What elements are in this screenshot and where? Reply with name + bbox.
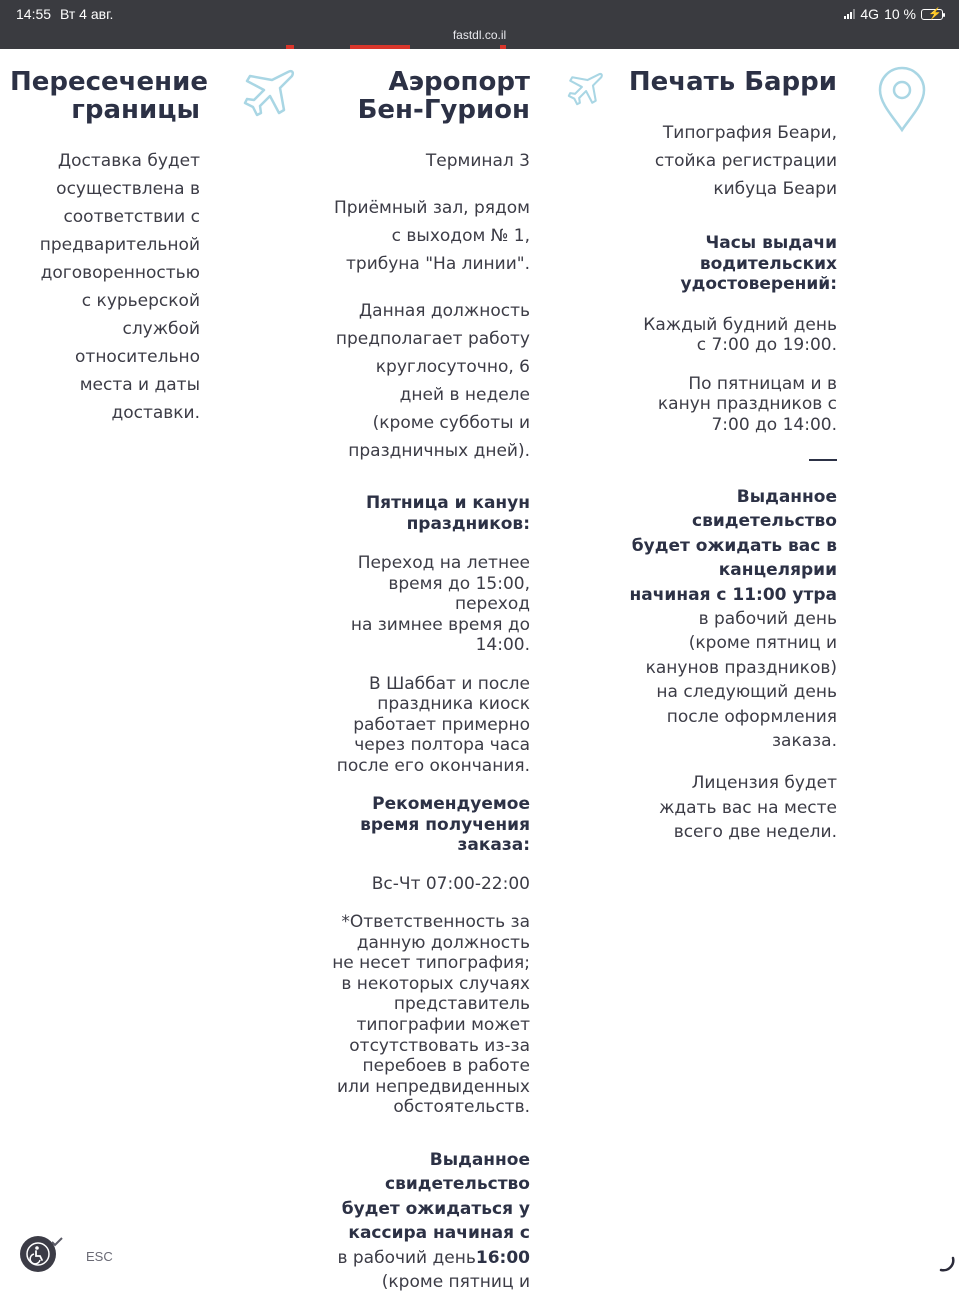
hall-text	[310, 194, 530, 278]
text-line: По пятницам и в	[688, 373, 837, 394]
text-line: перебоев в работе	[362, 1056, 530, 1077]
text-line: Переход на летнее	[357, 553, 530, 573]
text-line: круглосуточно, 6	[375, 357, 530, 377]
text-line: кассира начиная с	[348, 1223, 530, 1244]
text-line: доставки.	[111, 403, 200, 423]
text-line: в рабочий день	[698, 609, 837, 630]
text-line: места и даты	[79, 375, 200, 395]
header-accent-strip	[286, 45, 294, 49]
title-line: Бен-Гурион	[357, 95, 530, 125]
battery-label: 10 %	[884, 6, 916, 22]
text-line: (кроме пятниц и	[688, 633, 837, 654]
divider	[809, 459, 837, 461]
map-pin-icon	[876, 66, 928, 134]
text-line: на следующий день	[656, 682, 837, 703]
esc-label[interactable]: ESC	[86, 1249, 113, 1264]
text-line: после оформления	[666, 706, 837, 727]
text-line: через полтора часа	[354, 735, 530, 755]
title-line: Пересечение	[10, 67, 208, 97]
text-line: Типография Беари,	[662, 123, 837, 143]
text-line: праздников:	[406, 514, 530, 534]
text-line: службой	[122, 319, 200, 339]
text-line: предполагает работу	[335, 329, 530, 349]
text-line: обстоятельств.	[393, 1097, 530, 1118]
weekday-hours	[615, 315, 837, 356]
text-line: предварительной	[39, 235, 200, 255]
text-line: стойка регистрации	[654, 151, 837, 171]
checkmark-icon	[50, 1236, 64, 1248]
column-border-crossing	[10, 67, 208, 427]
text-line: в рабочий день	[337, 1247, 476, 1268]
issued-certificate-text	[615, 485, 837, 753]
battery-icon: ⚡	[921, 9, 943, 20]
text-line: водительских	[699, 253, 837, 274]
text-line: будет ожидать вас в	[631, 535, 837, 556]
column-title	[10, 67, 208, 125]
text-line: работает примерно	[353, 714, 530, 735]
text-line: Рекомендуемое	[372, 794, 530, 814]
column-barry-print	[615, 68, 837, 845]
text-line: осуществлена в	[56, 179, 200, 199]
text-line: праздника киоск	[377, 694, 530, 714]
loading-spinner-icon	[936, 1254, 956, 1274]
text-line: свидетельство	[692, 511, 837, 532]
text-line: после его окончания.	[336, 755, 530, 776]
recommended-time: Вс-Чт 07:00-22:00	[371, 873, 530, 894]
text-line: свидетельство	[385, 1174, 530, 1195]
column-title	[310, 68, 530, 124]
signal-icon	[844, 9, 855, 19]
text-line: 16:00	[475, 1247, 530, 1268]
text-line: Часы выдачи	[705, 233, 837, 253]
text-line: договоренностью	[40, 263, 200, 283]
text-line: кибуца Беари	[713, 179, 837, 199]
text-line: время до 15:00,	[388, 573, 530, 594]
network-label: 4G	[860, 6, 880, 22]
text-line: соответствии с	[63, 207, 200, 227]
text-line: относительно	[75, 347, 200, 367]
text-line: типографии может	[356, 1014, 530, 1035]
text-line: канун праздников с	[657, 394, 837, 414]
column-title	[615, 68, 837, 96]
hours-heading	[615, 233, 837, 295]
recommended-heading	[310, 794, 530, 856]
text-line: ждать вас на месте	[659, 797, 837, 818]
text-line: Данная должность	[358, 301, 530, 321]
shabbat-text	[310, 674, 530, 777]
text-line: 14:00.	[475, 635, 530, 655]
status-date: Вт 4 авг.	[60, 6, 114, 22]
text-line: канцелярии	[718, 560, 837, 581]
text-line: начиная с 11:00 утра	[629, 584, 837, 605]
text-line: заказа.	[771, 731, 837, 752]
text-line: будет ожидаться у	[341, 1198, 530, 1219]
text-line: не несет типография;	[332, 953, 530, 974]
url-bar[interactable]: fastdl.co.il	[452, 28, 507, 42]
text-line: канунов праздников)	[645, 657, 837, 678]
delivery-text	[10, 147, 200, 427]
text-line: данную должность	[356, 932, 530, 953]
address-text	[615, 119, 837, 203]
title-line: Аэропорт	[388, 67, 530, 97]
terminal-text: Терминал 3	[425, 151, 530, 171]
text-line: на зимнее время до	[350, 614, 530, 635]
license-text	[615, 771, 837, 844]
responsibility-note	[310, 912, 530, 1118]
text-line: с выходом № 1,	[391, 226, 530, 246]
issued-certificate-text	[310, 1148, 530, 1294]
text-line: трибуна "На линии".	[346, 254, 530, 274]
title-line: Печать Барри	[628, 67, 837, 97]
text-line: заказа:	[457, 835, 530, 855]
text-line: Доставка будет	[57, 151, 200, 171]
friday-text	[310, 553, 530, 656]
text-line: *Ответственность за	[341, 912, 530, 932]
text-line: 7:00 до 14:00.	[711, 414, 837, 435]
header-accent-strip	[350, 45, 410, 49]
airplane-icon	[238, 66, 296, 120]
text-line: (кроме пятниц и	[381, 1271, 530, 1292]
text-line: всего две недели.	[673, 822, 837, 843]
airplane-icon	[564, 70, 604, 108]
status-indicators	[844, 6, 943, 22]
text-line: в некоторых случаях	[341, 973, 530, 994]
text-line: дней в неделе	[399, 385, 530, 405]
text-line: Приёмный зал, рядом	[333, 198, 530, 218]
accessibility-icon	[26, 1242, 50, 1266]
text-line: Выданное	[736, 487, 837, 507]
text-line: Каждый будний день	[643, 314, 837, 335]
text-line: с 7:00 до 19:00.	[696, 335, 837, 355]
text-line: Пятница и канун	[365, 493, 530, 513]
text-line: время получения	[360, 814, 530, 835]
friday-heading	[310, 493, 530, 535]
status-bar	[0, 0, 959, 49]
text-line: В Шаббат и после	[369, 673, 530, 694]
text-line: с курьерской	[81, 291, 200, 311]
header-accent-strip	[500, 45, 506, 49]
text-line: праздничных дней).	[348, 441, 530, 461]
schedule-text	[310, 297, 530, 465]
friday-hours	[615, 374, 837, 436]
column-ben-gurion-airport	[310, 68, 530, 1294]
text-line: представитель	[393, 994, 530, 1015]
text-line: переход	[454, 594, 530, 614]
text-line: (кроме субботы и	[372, 413, 530, 433]
text-line: Лицензия будет	[691, 773, 837, 794]
text-line: Выданное	[429, 1149, 530, 1170]
status-time: 14:55	[16, 6, 52, 22]
text-line: отсутствовать из-за	[349, 1035, 530, 1056]
text-line: или непредвиденных	[336, 1076, 530, 1097]
title-line: границы	[71, 95, 200, 125]
text-line: удостоверений:	[680, 274, 837, 294]
